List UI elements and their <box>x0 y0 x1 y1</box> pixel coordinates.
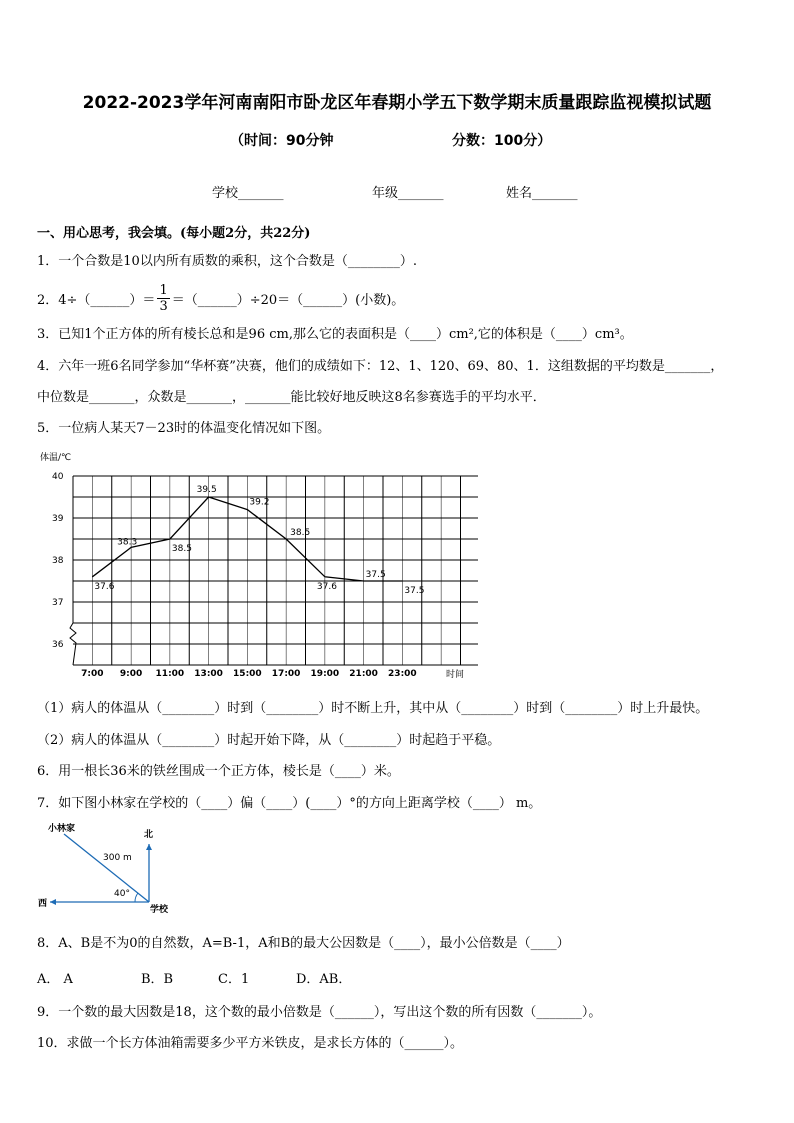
data-label: 37.6 <box>94 581 115 592</box>
option-b[interactable]: B．B <box>141 972 174 987</box>
question-5-2: （2）病人的体温从（________）时起开始下降，从（________）时起趋于平稳。 <box>37 733 501 748</box>
chart-data-labels <box>94 485 424 596</box>
y-tick-label: 38 <box>52 556 64 566</box>
angle-arc <box>135 893 138 902</box>
x-tick-label: 11:00 <box>155 669 185 679</box>
exam-score: 分数：100分） <box>452 133 552 149</box>
question-10: 10．求做一个长方体油箱需要多少平方米铁皮，是求长方体的（______）。 <box>37 1036 464 1051</box>
data-label: 39.2 <box>249 497 270 508</box>
y-tick-label: 36 <box>52 640 64 650</box>
data-label: 38.5 <box>290 528 311 538</box>
option-d[interactable]: D．AB． <box>296 972 352 987</box>
x-axis-label: 时间 <box>446 670 465 680</box>
distance-label: 300 m <box>103 853 132 863</box>
question-8: 8．A、B是不为0的自然数，A=B-1，A和B的最大公因数是（____），最小公倍数是（____） <box>37 936 570 951</box>
x-tick-label: 7:00 <box>81 669 104 679</box>
angle-label: 40° <box>114 889 130 899</box>
question-5-1: （1）病人的体温从（________）时到（________）时不断上升，其中从（________）时到（________）时上升最快。 <box>37 701 709 716</box>
section-heading: 一、用心思考，我会填。(每小题2分，共22分) <box>37 226 311 241</box>
x-tick-label: 15:00 <box>233 669 262 679</box>
name-field: 姓名_______ <box>506 186 578 201</box>
fraction-denominator: 3 <box>159 298 168 314</box>
chart-grid <box>70 476 478 665</box>
question-1: 1．一个合数是10以内所有质数的乘积，这个合数是（________）. <box>37 254 417 269</box>
question-3: 3．已知1个正方体的所有棱长总和是96 cm,那么它的表面积是（____）cm²,它的体积是（____）cm³。 <box>37 327 633 342</box>
y-tick-label: 37 <box>52 598 64 608</box>
data-label: 39.5 <box>196 485 217 495</box>
y-tick-label: 40 <box>52 472 64 482</box>
page-title: 2022-2023学年河南南阳市卧龙区年春期小学五下数学期末质量跟踪监视模拟试题 <box>82 93 712 113</box>
x-tick-label: 17:00 <box>271 669 301 679</box>
question-4-line-1: 4．六年一班6名同学参加“华杯赛”决赛，他们的成绩如下：12、1、120、69、80、1．这组数据的平均数是_______， <box>37 359 724 374</box>
school-field: 学校_______ <box>212 186 284 201</box>
question-5: 5．一位病人某天7－23时的体温变化情况如下图。 <box>37 421 331 436</box>
question-6: 6．用一根长36米的铁丝围成一个正方体，棱长是（____）米。 <box>37 764 400 779</box>
x-tick-label: 13:00 <box>194 669 223 679</box>
question-2 <box>37 280 404 316</box>
x-tick-label: 21:00 <box>349 669 378 679</box>
data-label: 37.5 <box>404 586 425 596</box>
y-axis-label: 体温/℃ <box>40 453 72 463</box>
chart-ticks <box>52 472 417 679</box>
west-label: 西 <box>38 899 48 909</box>
x-tick-label: 19:00 <box>310 669 340 679</box>
home-label: 小林家 <box>48 824 76 834</box>
x-tick-label: 9:00 <box>119 669 143 679</box>
question-7: 7．如下图小林家在学校的（____）偏（____）(____）°的方向上距离学校（____） m。 <box>37 796 542 811</box>
question-2-prefix: 2．4÷（______）＝ <box>37 292 156 308</box>
question-4-line-2: 中位数是_______，众数是_______，_______能比较好地反映这8名参赛选手的平均水平． <box>37 390 546 405</box>
x-tick-label: 23:00 <box>388 669 417 679</box>
option-a[interactable]: A． A <box>37 972 73 987</box>
exam-time: （时间：90分钟 <box>230 133 334 149</box>
fraction <box>157 283 169 314</box>
data-label: 38.5 <box>171 544 192 554</box>
north-label: 北 <box>144 830 154 840</box>
temperature-chart <box>38 448 478 683</box>
question-9: 9．一个数的最大因数是18，这个数的最小倍数是（______），写出这个数的所有因数（_______）。 <box>37 1005 602 1020</box>
question-2-suffix: ＝（______）÷20＝（______）(小数)。 <box>171 292 405 308</box>
y-tick-label: 39 <box>52 514 64 524</box>
data-label: 37.5 <box>365 570 386 580</box>
data-label: 38.3 <box>117 537 138 548</box>
direction-diagram <box>36 820 196 920</box>
home-direction-line <box>64 834 149 902</box>
fraction-numerator: 1 <box>159 282 168 298</box>
data-label: 37.6 <box>316 581 337 592</box>
grade-field: 年级_______ <box>372 186 444 201</box>
option-c[interactable]: C．1 <box>218 972 250 987</box>
school-label: 学校 <box>150 905 169 915</box>
